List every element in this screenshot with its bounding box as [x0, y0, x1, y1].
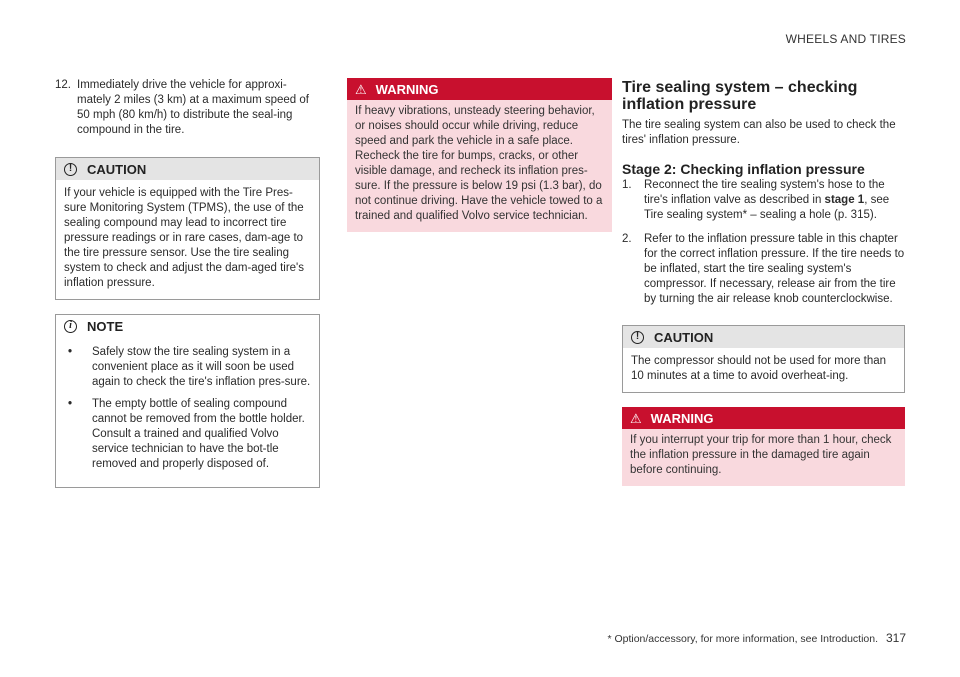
- step-text: Immediately drive the vehicle for approxi-mately 2 miles (3 km) at a maximum speed of 50 mph (80 km/h) to distribute the seal-ing compound in the tire.: [77, 79, 309, 136]
- stage-1-link: stage 1: [824, 194, 865, 206]
- exclamation-icon: !: [64, 163, 77, 176]
- page-number: 317: [885, 631, 906, 645]
- note-list: [64, 345, 311, 472]
- step-2: [622, 232, 905, 307]
- step-number: 2.: [622, 233, 632, 245]
- step-text: Refer to the inflation pressure table in this chapter for the correct inflation pressure. If the tire needs to be inflated, start the tire sealing system's compressor. If necessary, release air from the tire by turning the air release knob counterclockwise.: [644, 233, 905, 305]
- column-middle: [347, 78, 612, 232]
- caution-box: [55, 157, 320, 300]
- caution-title: CAUTION: [87, 161, 147, 177]
- warning-title: WARNING: [375, 81, 439, 97]
- page-title: Tire sealing system – checking inflation pressure: [622, 79, 858, 113]
- list-item-text: Safely stow the tire sealing system in a convenient place as it will soon be used again to check the tire's inflation pres-sure.: [92, 346, 311, 388]
- list-item-text: The empty bottle of sealing compound cannot be removed from the bottle holder. Consult a trained and qualified Volvo service technician to have the bot-tle removed and properly disposed of.: [92, 398, 305, 470]
- caution-title: CAUTION: [654, 329, 714, 345]
- warning-box: [347, 78, 612, 232]
- note-box: [55, 314, 320, 488]
- caution-box: [622, 325, 905, 393]
- bullet-icon: •: [68, 398, 73, 410]
- warning-text: If heavy vibrations, unsteady steering behavior, or noises should occur while driving, reduce speed and park the vehicle in a safe place. Recheck the tire for bumps, cracks, or other visible damage, and recheck its inflation pres-sure. If the pressure is below 19 psi (1.3 bar), do not continue driving. Have the vehicle towed to a trained and qualified Volvo service technician.: [355, 105, 603, 222]
- step-1: [622, 178, 905, 223]
- footer-note: * Option/accessory, for more information, see Introduction.: [607, 633, 879, 645]
- caution-text: The compressor should not be used for more than 10 minutes at a time to avoid overheat-ing.: [631, 355, 887, 382]
- intro-text: The tire sealing system can also be used to check the tires' inflation pressure.: [622, 119, 896, 146]
- warning-triangle-icon: ⚠: [355, 81, 367, 97]
- step-text: Reconnect the tire sealing system's hose to the tire's inflation valve as described in stage 1, see Tire sealing system* – sealing a hole (p. 315).: [644, 179, 890, 221]
- column-right: [622, 79, 905, 486]
- warning-triangle-icon: ⚠: [630, 410, 642, 426]
- bullet-icon: •: [68, 346, 73, 358]
- warning-header: [622, 407, 905, 429]
- step-number: 1.: [622, 179, 632, 191]
- note-title: NOTE: [87, 318, 124, 334]
- page-footer: [607, 631, 906, 647]
- section-subtitle: Stage 2: Checking inflation pressure: [622, 161, 865, 177]
- list-item: [64, 397, 311, 472]
- warning-text: If you interrupt your trip for more than 1 hour, check the inflation pressure in the damaged tire again before continuing.: [630, 434, 892, 476]
- caution-header: [56, 158, 319, 180]
- column-left: [55, 78, 320, 488]
- step-number: 12.: [55, 79, 71, 91]
- section-header: WHEELS AND TIRES: [785, 32, 906, 46]
- info-icon: i: [64, 320, 77, 333]
- caution-header: [623, 326, 904, 348]
- warning-header: [347, 78, 612, 100]
- exclamation-icon: !: [631, 331, 644, 344]
- step-12: [55, 78, 320, 138]
- warning-title: WARNING: [650, 410, 714, 426]
- caution-text: If your vehicle is equipped with the Tire Pres-sure Monitoring System (TPMS), the use of the sealing compound may lead to incorrect tire pressure readings or in rare cases, dam-age to the tire pressure sensor. Use the tire sealing system to check and adjust the dam-aged tire's inflation pressure.: [64, 187, 304, 289]
- list-item: [64, 345, 311, 390]
- note-header: [56, 315, 319, 337]
- warning-box: [622, 407, 905, 486]
